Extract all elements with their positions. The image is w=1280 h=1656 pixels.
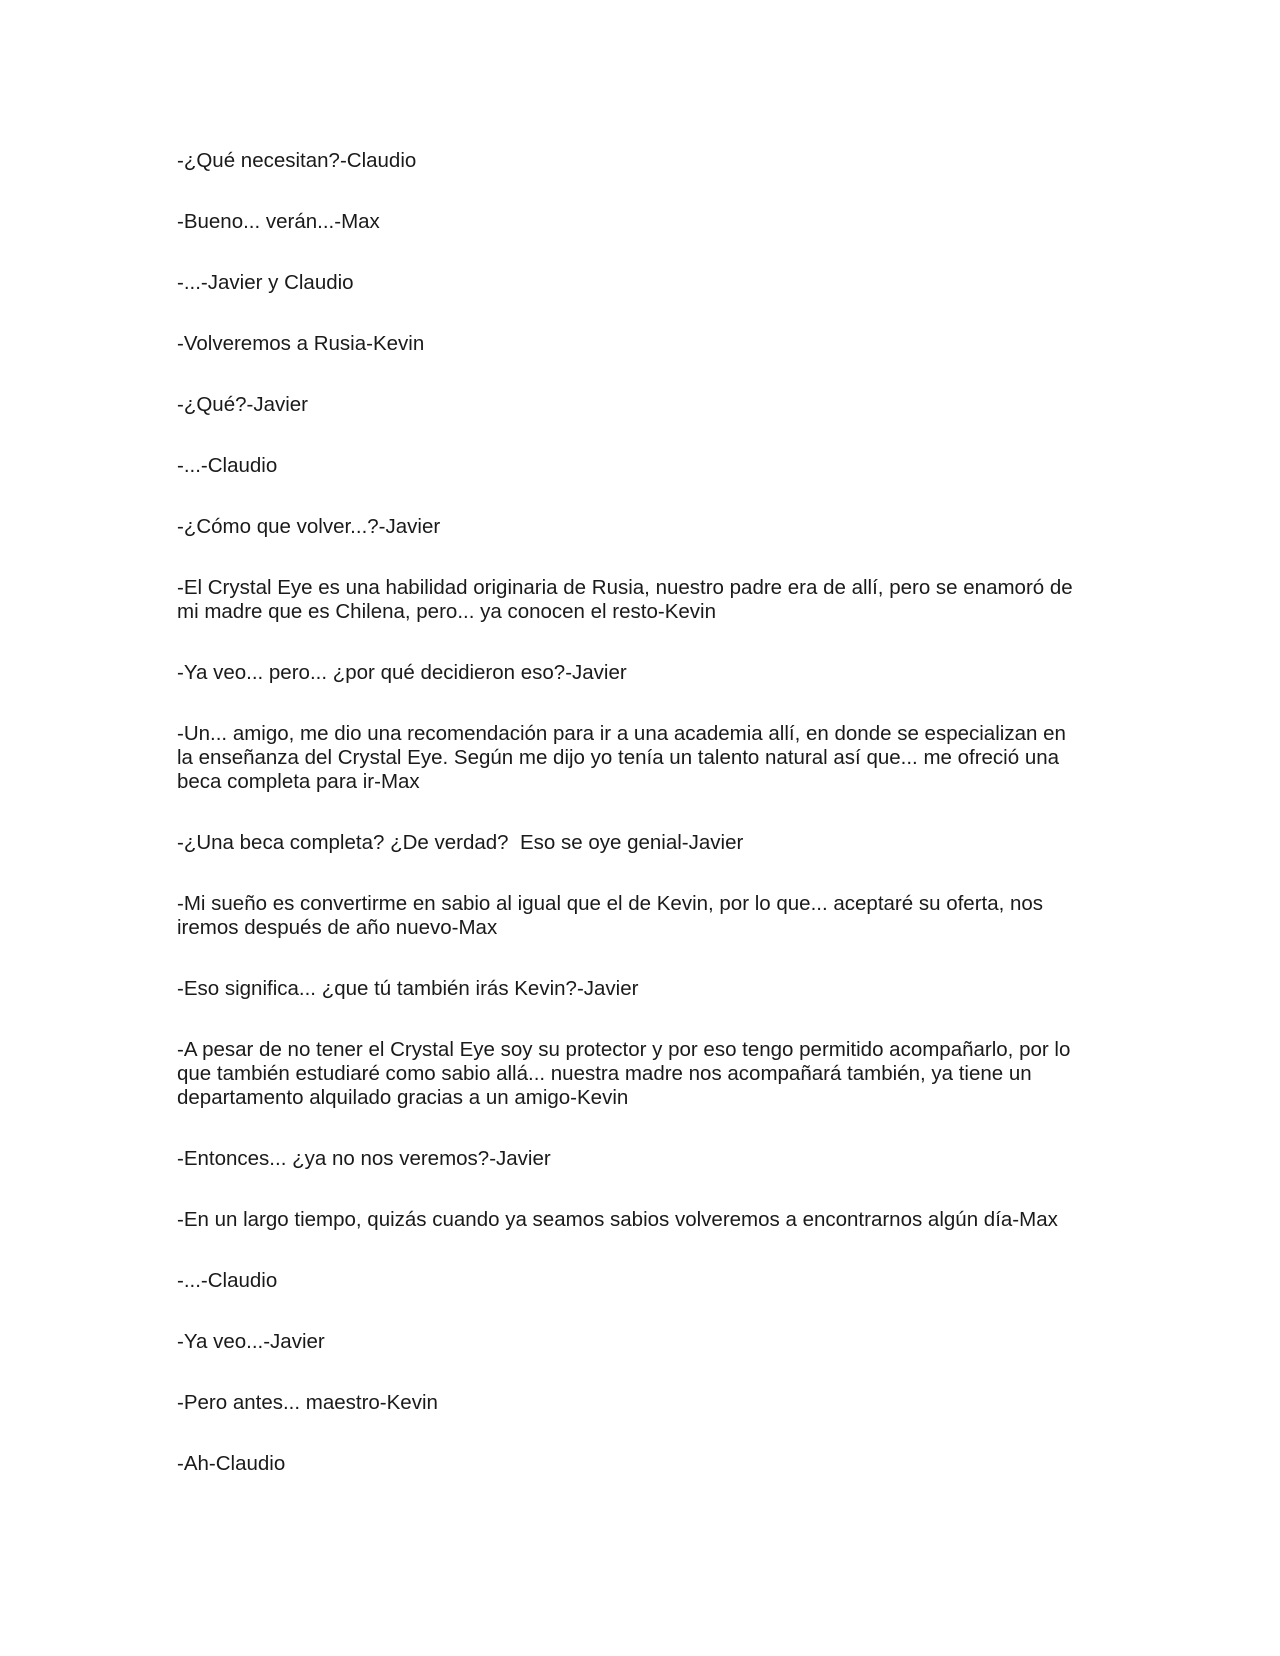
- dialogue-line: [177, 1330, 1097, 1354]
- text-line: -...-Claudio: [177, 454, 278, 477]
- text-line: beca completa para ir-Max: [177, 770, 420, 793]
- text-line: -Ya veo...-Javier: [177, 1330, 325, 1353]
- dialogue-line: [177, 515, 1097, 539]
- dialogue-line: [177, 149, 1097, 173]
- text-line: -Ah-Claudio: [177, 1452, 286, 1475]
- dialogue-line: [177, 1269, 1097, 1293]
- dialogue-line: [177, 576, 1097, 624]
- text-line: -Volveremos a Rusia-Kevin: [177, 332, 425, 355]
- dialogue-line: [177, 722, 1097, 794]
- text-line: -¿Cómo que volver...?-Javier: [177, 515, 441, 538]
- dialogue-line: [177, 210, 1097, 234]
- text-line: -Eso significa... ¿que tú también irás Kevin?-Javier: [177, 977, 639, 1000]
- dialogue-line: [177, 1208, 1097, 1232]
- dialogue-line: [177, 454, 1097, 478]
- dialogue-line: [177, 892, 1097, 940]
- text-line: -Un... amigo, me dio una recomendación para ir a una academia allí, en donde se especializan en: [177, 722, 1066, 745]
- text-line: -Bueno... verán...-Max: [177, 210, 380, 233]
- text-line: -Entonces... ¿ya no nos veremos?-Javier: [177, 1147, 551, 1170]
- text-line: -¿Qué necesitan?-Claudio: [177, 149, 417, 172]
- text-line: -...-Claudio: [177, 1269, 278, 1292]
- text-line: iremos después de año nuevo-Max: [177, 916, 498, 939]
- dialogue-line: [177, 661, 1097, 685]
- dialogue-line: [177, 1452, 1097, 1476]
- dialogue-line: [177, 393, 1097, 417]
- text-line: -En un largo tiempo, quizás cuando ya seamos sabios volveremos a encontrarnos algún día-Max: [177, 1208, 1058, 1231]
- dialogue-line: [177, 1391, 1097, 1415]
- text-line: que también estudiaré como sabio allá... nuestra madre nos acompañará también, ya tiene un: [177, 1062, 1032, 1085]
- text-line: mi madre que es Chilena, pero... ya conocen el resto-Kevin: [177, 600, 716, 623]
- dialogue-line: [177, 332, 1097, 356]
- text-line: -¿Una beca completa? ¿De verdad? Eso se oye genial-Javier: [177, 831, 744, 854]
- dialogue-line: [177, 831, 1097, 855]
- text-line: departamento alquilado gracias a un amigo-Kevin: [177, 1086, 629, 1109]
- text-line: -...-Javier y Claudio: [177, 271, 354, 294]
- text-line: -A pesar de no tener el Crystal Eye soy su protector y por eso tengo permitido acompañarlo, por lo: [177, 1038, 1071, 1061]
- dialogue-line: [177, 271, 1097, 295]
- dialogue-body: [177, 149, 1097, 1513]
- dialogue-line: [177, 1147, 1097, 1171]
- dialogue-line: [177, 1038, 1097, 1110]
- text-line: -Pero antes... maestro-Kevin: [177, 1391, 438, 1414]
- dialogue-line: [177, 977, 1097, 1001]
- text-line: -Mi sueño es convertirme en sabio al igual que el de Kevin, por lo que... aceptaré su oferta, nos: [177, 892, 1044, 915]
- text-line: la enseñanza del Crystal Eye. Según me dijo yo tenía un talento natural así que... me ofreció una: [177, 746, 1060, 769]
- text-line: -El Crystal Eye es una habilidad originaria de Rusia, nuestro padre era de allí, pero se enamoró de: [177, 576, 1073, 599]
- text-line: -¿Qué?-Javier: [177, 393, 309, 416]
- text-line: -Ya veo... pero... ¿por qué decidieron eso?-Javier: [177, 661, 627, 684]
